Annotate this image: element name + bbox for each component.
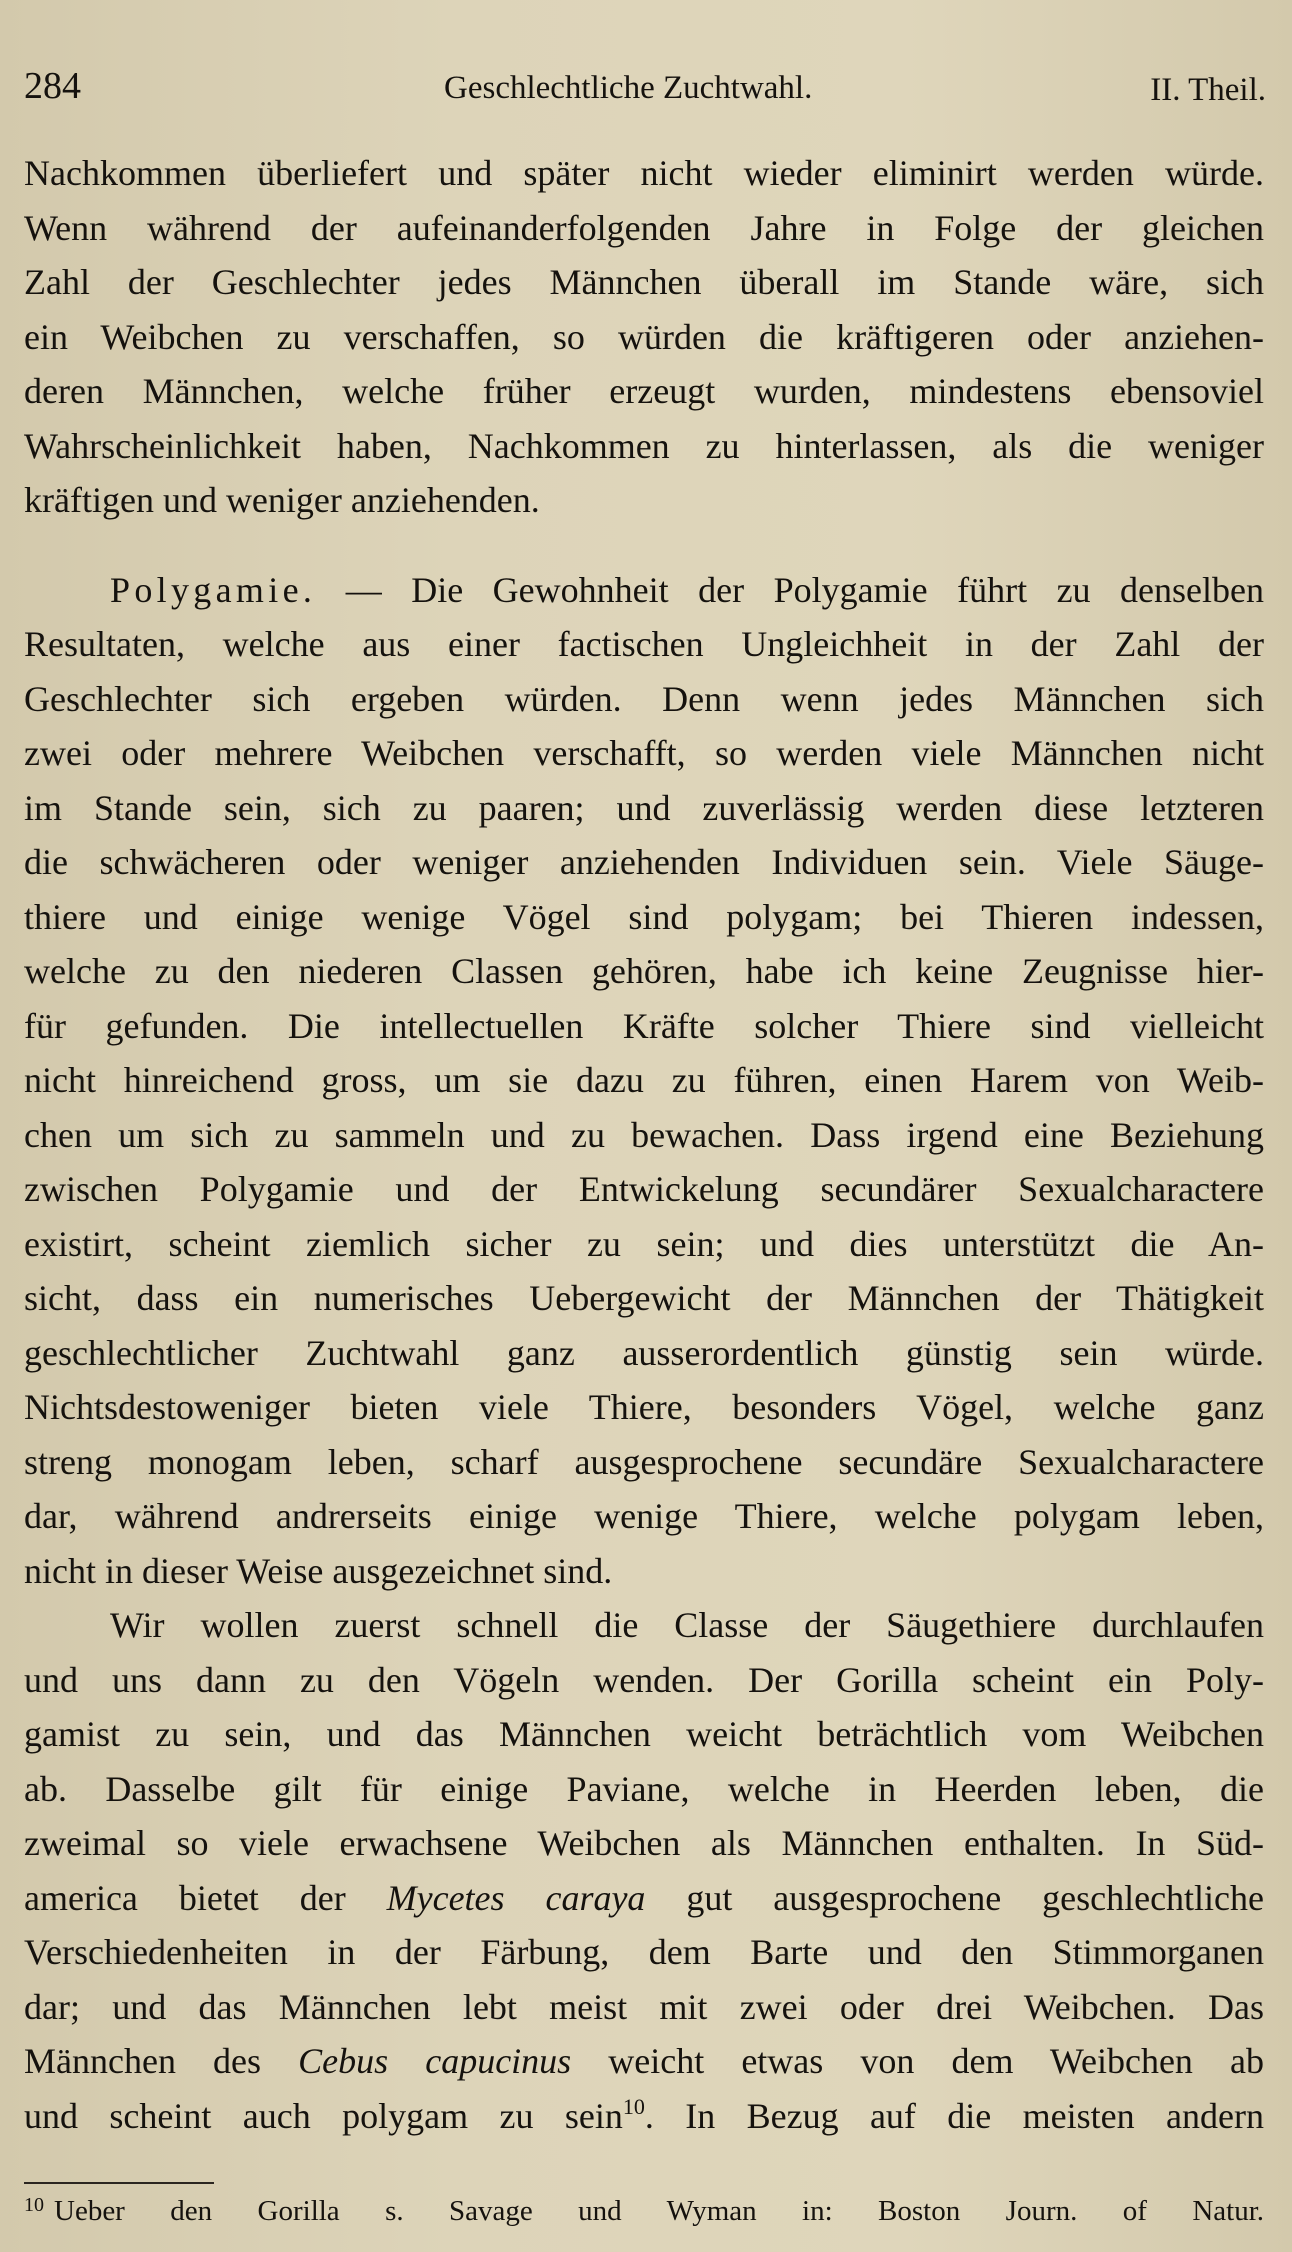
species-name-cebus: Cebus capucinus [298, 2041, 572, 2081]
body-text [24, 146, 1264, 2143]
text-line: im Stande sein, sich zu paaren; und zuverlässig werden diese letzteren [24, 787, 1264, 828]
running-title: Geschlechtliche Zuchtwahl. [444, 70, 813, 106]
text-line: chen um sich zu sammeln und zu bewachen. Dass irgend eine Beziehung [24, 1114, 1264, 1155]
text-line: nicht hinreichend gross, um sie dazu zu führen, einen Harem von Weib- [24, 1060, 1264, 1100]
text-line: Wahrscheinlichkeit haben, Nachkommen zu hinterlassen, als die weniger [24, 425, 1264, 466]
text-line: welche zu den niederen Classen gehören, habe ich keine Zeugnisse hier- [24, 951, 1264, 991]
text-line: Verschiedenheiten in der Färbung, dem Barte und den Stimmorganen [24, 1932, 1264, 1972]
page-number: 284 [24, 65, 81, 107]
text-line: und uns dann zu den Vögeln wenden. Der Gorilla scheint ein Poly- [24, 1659, 1264, 1700]
text-line: streng monogam leben, scharf ausgesprochene secundäre Sexualcharactere [24, 1441, 1264, 1482]
text-line [24, 563, 1264, 618]
text-line [24, 1871, 1264, 1926]
text-line: die schwächeren oder weniger anziehenden Individuen sein. Viele Säuge- [24, 842, 1264, 882]
text-line [24, 2089, 1264, 2144]
footnote-number: 10 [24, 2194, 44, 2216]
text-line: zweimal so viele erwachsene Weibchen als Männchen enthalten. In Süd- [24, 1823, 1264, 1863]
line-text: . In Bezug auf die meisten andern [644, 2095, 1264, 2136]
text-line: Wir wollen zuerst schnell die Classe der Säugethiere durchlaufen [110, 1605, 1264, 1645]
text-line: Geschlechter sich ergeben würden. Denn wenn jedes Männchen sich [24, 678, 1264, 719]
section-heading-polygamie: Polygamie. [110, 569, 317, 610]
text-line: ein Weibchen zu verschaffen, so würden die kräftigeren oder anziehen- [24, 316, 1264, 357]
text-line: sicht, dass ein numerisches Uebergewicht der Männchen der Thätigkeit [24, 1278, 1264, 1318]
line-text: gut ausgesprochene geschlechtliche [686, 1877, 1265, 1918]
footnote-divider [24, 2182, 214, 2184]
line-text: und scheint auch polygam zu sein [24, 2095, 623, 2136]
line-text: Männchen des [24, 2041, 262, 2081]
text-line: gamist zu sein, und das Männchen weicht beträchtlich vom Weibchen [24, 1714, 1264, 1754]
text-line: Wenn während der aufeinanderfolgenden Jahre in Folge der gleichen [24, 207, 1264, 248]
part-label: II. Theil. [1150, 72, 1266, 108]
text-line [24, 2034, 1264, 2089]
text-line: Zahl der Geschlechter jedes Männchen überall im Stande wäre, sich [24, 262, 1264, 302]
text-line: zwischen Polygamie und der Entwickelung secundärer Sexualcharactere [24, 1169, 1264, 1209]
text-line: dar; und das Männchen lebt meist mit zwei oder drei Weibchen. Das [24, 1986, 1264, 2027]
text-line: Nichtsdestoweniger bieten viele Thiere, besonders Vögel, welche ganz [24, 1387, 1264, 1427]
text-line: ab. Dasselbe gilt für einige Paviane, welche in Heerden leben, die [24, 1768, 1264, 1809]
text-line: nicht in dieser Weise ausgezeichnet sind. [24, 1550, 613, 1591]
page-header [24, 58, 1266, 114]
text-line: existirt, scheint ziemlich sicher zu sein; und dies unterstützt die An- [24, 1223, 1264, 1264]
text-line: thiere und einige wenige Vögel sind polygam; bei Thieren indessen, [24, 896, 1264, 937]
footnote-reference[interactable]: 10 [622, 2093, 645, 2119]
line-text: — Die Gewohnheit der Polygamie führt zu denselben [345, 569, 1265, 610]
text-line: kräftigen und weniger anziehenden. [24, 480, 540, 520]
text-line: dar, während andrerseits einige wenige Thiere, welche polygam leben, [24, 1496, 1264, 1536]
text-line: deren Männchen, welche früher erzeugt wurden, mindestens ebensoviel [24, 371, 1264, 411]
text-line: Nachkommen überliefert und später nicht wieder eliminirt werden würde. [24, 153, 1264, 193]
footnote [24, 2190, 1264, 2232]
line-text: america bietet der [24, 1877, 346, 1918]
line-text: weicht etwas von dem Weibchen ab [608, 2041, 1265, 2081]
footnote-text: Ueber den Gorilla s. Savage und Wyman in: Boston Journ. of Natur. [54, 2195, 1264, 2227]
species-name-mycetes: Mycetes caraya [386, 1877, 646, 1918]
text-line: für gefunden. Die intellectuellen Kräfte solcher Thiere sind vielleicht [24, 1005, 1264, 1046]
text-line: zwei oder mehrere Weibchen verschafft, so werden viele Männchen nicht [24, 733, 1264, 773]
text-line: Resultaten, welche aus einer factischen Ungleichheit in der Zahl der [24, 624, 1264, 664]
text-line: geschlechtlicher Zuchtwahl ganz ausserordentlich günstig sein würde. [24, 1332, 1264, 1373]
paragraph-gap [24, 528, 1264, 563]
